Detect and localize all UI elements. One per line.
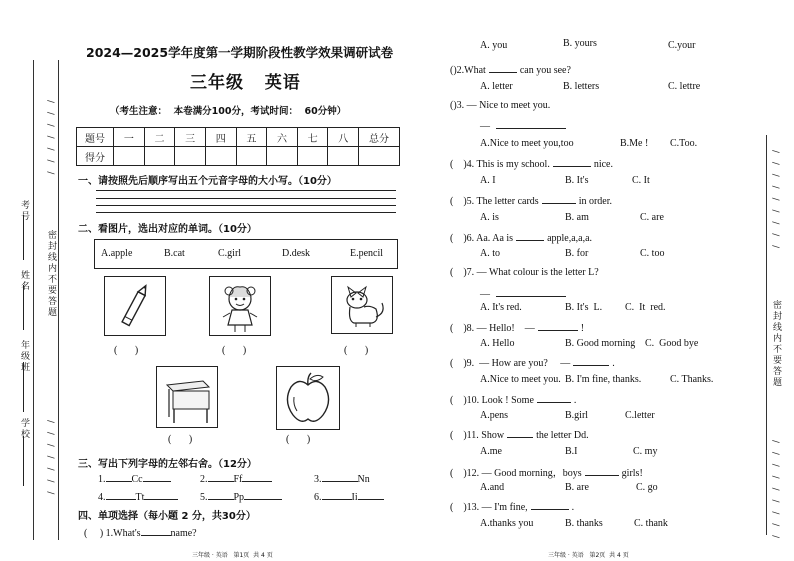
exam-title: 2024—2025学年度第一学期阶段性教学效果调研试卷: [86, 45, 394, 60]
neighbor-letter-item: [200, 472, 272, 485]
answer-blank[interactable]: [144, 490, 178, 500]
answer-option: B. for: [565, 248, 589, 259]
class-line[interactable]: [23, 362, 24, 412]
answer-option: C. Thanks.: [670, 374, 714, 385]
answer-option: A. is: [480, 212, 499, 223]
item-number: 4.: [98, 492, 106, 503]
question-stem: 13. — I'm fine,: [466, 502, 528, 513]
answer-option: B. letters: [563, 81, 600, 92]
score-input-cell[interactable]: [205, 147, 236, 166]
answer-option: B.Me !: [620, 138, 649, 149]
answer-option: A.Nice to meet you.: [480, 374, 561, 385]
score-table: [76, 127, 400, 166]
question-stem: !: [580, 323, 585, 334]
question-stem: 5. The letter cards: [466, 196, 539, 207]
pencil-icon: [105, 277, 165, 335]
answer-blank[interactable]: [143, 472, 171, 482]
answer-option: A. to: [480, 248, 500, 259]
question-reply-line: [480, 287, 566, 300]
answer-paren[interactable]: ( ): [450, 159, 467, 170]
score-table-cell: 六: [267, 128, 298, 147]
cat-picture: [331, 276, 393, 334]
binding-line-outer: [33, 60, 34, 540]
answer-blank[interactable]: [242, 472, 272, 482]
binding-slashes-bottom: / / / / / / / / /: [770, 440, 780, 542]
question-stem: 11. Show: [466, 430, 505, 441]
answer-option: A.Nice to meet you,too: [480, 138, 574, 149]
question-stem: 4. This is my school.: [466, 159, 550, 170]
question-stem: can you see?: [519, 65, 571, 76]
score-table-cell: 题号: [77, 128, 114, 147]
desk-icon: [157, 367, 217, 427]
score-input-cell[interactable]: [267, 147, 298, 166]
left-binding-strip: [0, 0, 60, 561]
exam-number-line[interactable]: [23, 215, 24, 260]
answer-option: C.Too.: [670, 138, 698, 149]
neighbor-letter-item: [200, 490, 282, 503]
answer-blank[interactable]: [208, 490, 234, 500]
answer-option: C. too: [640, 248, 665, 259]
answer-option: B. I'm fine, thanks.: [565, 374, 642, 385]
answer-option: B. are: [565, 482, 589, 493]
answer-option: B. thanks: [565, 518, 603, 529]
seal-text-right: 密封线内不要答题: [771, 300, 781, 388]
answer-option: A. Hello: [480, 338, 515, 349]
question-stem: .: [571, 502, 575, 513]
question-stem: nice.: [593, 159, 613, 170]
answer-paren[interactable]: ( ): [222, 345, 247, 356]
writing-line[interactable]: [96, 198, 396, 199]
word-option: A.apple: [101, 248, 133, 259]
question-13: [450, 500, 574, 513]
answer-blank[interactable]: [496, 287, 566, 297]
answer-paren[interactable]: ( ): [450, 468, 467, 479]
question-stem: 9. — How are you? —: [466, 358, 571, 369]
question-11: [450, 428, 589, 441]
neighbor-letter-item: [98, 490, 178, 503]
question-12: [450, 464, 643, 479]
word-option: C.girl: [218, 248, 242, 259]
answer-option: B.I: [565, 446, 578, 457]
answer-option: C.letter: [625, 410, 655, 421]
binding-slashes-top: / / / / / / /: [45, 100, 55, 178]
question-stem: —: [480, 289, 490, 300]
writing-line[interactable]: [96, 190, 396, 191]
answer-paren[interactable]: ( ): [450, 196, 467, 207]
binding-slashes-top: / / / / / / / / /: [770, 150, 780, 252]
question-7: [450, 267, 599, 278]
answer-blank[interactable]: [542, 194, 576, 204]
answer-blank[interactable]: [106, 490, 136, 500]
question-4: [450, 157, 613, 170]
question-stem: 7. — What colour is the letter L?: [466, 267, 599, 278]
apple-picture: [276, 366, 340, 430]
score-table-cell: 得分: [77, 147, 114, 166]
letter-pair: Cc: [131, 474, 143, 485]
answer-blank[interactable]: [573, 356, 609, 366]
question-10: [450, 393, 576, 406]
q1-option-a: A. you: [480, 40, 508, 51]
answer-option: B.girl: [565, 410, 589, 421]
name-line[interactable]: [23, 285, 24, 330]
school-line[interactable]: [23, 436, 24, 486]
answer-paren[interactable]: ( ): [114, 345, 139, 356]
neighbor-letter-item: [314, 472, 370, 485]
writing-line[interactable]: [96, 205, 396, 206]
letter-pair: Pp: [233, 492, 245, 503]
score-input-cell[interactable]: [175, 147, 206, 166]
answer-paren[interactable]: ( ): [450, 502, 467, 513]
question-stem: 6. Aa. Aa is: [466, 233, 514, 244]
question-stem: .: [612, 358, 615, 369]
answer-blank[interactable]: [141, 526, 171, 536]
question-3: [450, 100, 550, 111]
score-table-cell: 八: [328, 128, 359, 147]
answer-option: B. It's: [565, 175, 589, 186]
girl-picture: [209, 276, 271, 336]
exam-note: （考生注意： 本卷满分100分，考试时间： 60分钟）: [110, 106, 347, 117]
exam-subtitle: 三年级 英语: [190, 73, 301, 93]
answer-paren[interactable]: ( ): [450, 233, 467, 244]
score-input-cell[interactable]: [236, 147, 267, 166]
letter-pair: Nn: [357, 474, 370, 485]
question-stem: )3. — Nice to meet you.: [453, 100, 551, 111]
answer-option: A. It's red.: [480, 302, 522, 313]
question-stem: in order.: [578, 196, 613, 207]
score-table-cell: 总分: [359, 128, 400, 147]
apple-icon: [277, 367, 339, 429]
answer-option: C. are: [640, 212, 664, 223]
answer-option: C. go: [636, 482, 658, 493]
question-stem: girls!: [621, 468, 643, 479]
answer-option: C. my: [633, 446, 658, 457]
answer-option: A. I: [480, 175, 496, 186]
answer-blank[interactable]: [489, 63, 517, 73]
page-footer-left: 三年级 · 英语 第1页 共 4 页: [192, 552, 273, 559]
question-stem: apple,a,a,a.: [547, 233, 593, 244]
score-table-cell: 四: [205, 128, 236, 147]
question-stem: )2.What: [453, 65, 486, 76]
score-table-score-row: [77, 147, 400, 166]
label-class: 年级班: [19, 340, 29, 373]
section4-title: 四、单项选择（每小题 2 分，共30分）: [78, 511, 256, 522]
answer-blank[interactable]: [244, 490, 282, 500]
answer-blank[interactable]: [106, 472, 132, 482]
item-number: 1.: [98, 474, 106, 485]
question-6: [450, 231, 592, 244]
item-number: 5.: [200, 492, 208, 503]
question-stem: name?: [170, 528, 197, 539]
right-binding-strip: [762, 0, 794, 561]
answer-blank[interactable]: [208, 472, 234, 482]
binding-slashes-bottom: / / / / / / /: [45, 420, 55, 498]
label-school: 学校: [19, 418, 29, 440]
answer-blank[interactable]: [516, 231, 544, 241]
score-table-cell: 三: [175, 128, 206, 147]
score-input-cell[interactable]: [297, 147, 328, 166]
answer-option: A.and: [480, 482, 505, 493]
answer-paren[interactable]: (: [450, 65, 454, 76]
q1-option-c: C.your: [668, 40, 696, 51]
answer-blank[interactable]: [537, 393, 571, 403]
item-number: 3.: [314, 474, 322, 485]
question-8: [450, 321, 584, 334]
section2-title: 二、看图片，选出对应的单词。（10分）: [78, 224, 257, 235]
word-option: B.cat: [164, 248, 185, 259]
neighbor-letter-item: [314, 490, 384, 503]
answer-paren[interactable]: ( ): [168, 434, 193, 445]
girl-icon: [210, 277, 270, 335]
score-table-header-row: [77, 128, 400, 147]
answer-paren[interactable]: ( ): [450, 430, 467, 441]
answer-paren[interactable]: ( ): [450, 358, 467, 369]
score-table-cell: 五: [236, 128, 267, 147]
question-stem: 8. — Hello! —: [466, 323, 535, 334]
answer-blank[interactable]: [585, 466, 619, 476]
answer-option: C. lettre: [668, 81, 701, 92]
answer-option: A.me: [480, 446, 502, 457]
answer-blank[interactable]: [507, 428, 533, 438]
writing-line[interactable]: [96, 212, 396, 213]
binding-line-inner: [58, 60, 59, 540]
letter-pair: Tt: [135, 492, 145, 503]
score-input-cell[interactable]: [328, 147, 359, 166]
section1-title: 一、请按照先后顺序写出五个元音字母的大小写。（10分）: [78, 176, 337, 187]
score-input-cell[interactable]: [144, 147, 175, 166]
answer-blank[interactable]: [322, 472, 358, 482]
question-9: [450, 356, 615, 369]
answer-blank[interactable]: [531, 500, 569, 510]
cat-icon: [332, 277, 392, 333]
answer-paren[interactable]: ( ): [450, 323, 467, 334]
neighbor-letter-item: [98, 472, 171, 485]
binding-line: [766, 135, 767, 535]
label-name: 姓名: [19, 270, 29, 292]
question-stem: —: [480, 121, 490, 132]
question-1: [84, 526, 197, 539]
label-exam-number: 考号: [19, 200, 29, 222]
answer-option: A.pens: [480, 410, 509, 421]
item-number: 6.: [314, 492, 322, 503]
letter-pair: Ff: [233, 474, 243, 485]
pencil-picture: [104, 276, 166, 336]
answer-option: C. thank: [634, 518, 668, 529]
answer-option: C. Good bye: [645, 338, 699, 349]
question-stem: the letter Dd.: [536, 430, 589, 441]
section3-title: 三、写出下列字母的左邻右舍。（12分）: [78, 459, 257, 470]
word-option: D.desk: [282, 248, 311, 259]
item-number: 2.: [200, 474, 208, 485]
answer-option: C. It: [632, 175, 650, 186]
q1-option-b: B. yours: [563, 38, 597, 49]
question-reply-line: [480, 119, 566, 132]
answer-blank[interactable]: [358, 490, 384, 500]
answer-option: B. Good morning: [565, 338, 636, 349]
answer-blank[interactable]: [538, 321, 578, 331]
answer-paren[interactable]: ( ): [344, 345, 369, 356]
answer-option: B. am: [565, 212, 589, 223]
answer-paren[interactable]: ( ): [84, 528, 104, 539]
score-input-cell[interactable]: [114, 147, 145, 166]
answer-blank[interactable]: [322, 490, 352, 500]
answer-option: C. It red.: [625, 302, 666, 313]
answer-paren[interactable]: ( ): [450, 395, 467, 406]
answer-paren[interactable]: ( ): [450, 267, 467, 278]
question-5: [450, 194, 612, 207]
answer-option: A.thanks you: [480, 518, 534, 529]
answer-option: B. It's L.: [565, 302, 603, 313]
score-input-cell[interactable]: [359, 147, 400, 166]
desk-picture: [156, 366, 218, 428]
answer-paren[interactable]: ( ): [286, 434, 311, 445]
score-table-cell: 一: [114, 128, 145, 147]
page-footer-right: 三年级 · 英语 第2页 共 4 页: [548, 552, 629, 559]
word-option: E.pencil: [350, 248, 384, 259]
question-stem: .: [573, 395, 577, 406]
seal-text-left: 密封线内不要答题: [46, 230, 56, 318]
question-stem: 10. Look ! Some: [466, 395, 534, 406]
question-stem: 1.What's: [105, 528, 141, 539]
question-stem: 12. — Good morning，boys: [466, 468, 582, 479]
answer-option: A. letter: [480, 81, 513, 92]
score-table-cell: 二: [144, 128, 175, 147]
score-table-cell: 七: [297, 128, 328, 147]
answer-paren[interactable]: (: [450, 100, 454, 111]
answer-blank[interactable]: [496, 119, 566, 129]
letter-pair: Ii: [351, 492, 358, 503]
question-2: [450, 63, 571, 76]
answer-blank[interactable]: [553, 157, 591, 167]
